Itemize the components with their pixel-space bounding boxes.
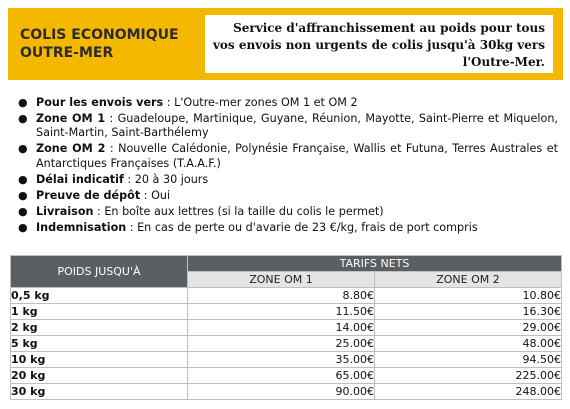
price-om2-cell: 225.00€ [375, 368, 562, 384]
feature-item-proof [18, 189, 558, 203]
description-box [205, 15, 553, 73]
feature-item-compensation [18, 221, 558, 235]
bullet-icon: ● [18, 188, 28, 202]
price-om1-cell: 25.00€ [188, 336, 375, 352]
bullet-icon: ● [18, 172, 28, 186]
price-om1-cell: 11.50€ [188, 304, 375, 320]
bullet-icon: ● [18, 142, 28, 156]
bullet-icon: ● [18, 96, 28, 109]
weight-column-header: POIDS JUSQU'À [11, 256, 188, 288]
bullet-icon: ● [18, 111, 28, 125]
description-line-1: Service d'affranchissement au poids pour tous [233, 21, 545, 35]
price-om1-cell: 14.00€ [188, 320, 375, 336]
price-om2-cell: 248.00€ [375, 384, 562, 400]
feature-list [18, 96, 558, 236]
title-line-2: OUTRE-MER [20, 45, 114, 61]
feature-value: : Oui [140, 188, 171, 202]
description-line-3: l'Outre-Mer. [462, 55, 545, 69]
feature-value: : L'Outre-mer zones OM 1 et OM 2 [163, 96, 358, 109]
feature-key: Pour les envois vers [36, 96, 164, 109]
feature-item-zone-om2 [18, 142, 558, 171]
table-row [11, 304, 562, 320]
price-om2-cell: 10.80€ [375, 288, 562, 304]
feature-key: Livraison [36, 204, 94, 218]
table-row [11, 352, 562, 368]
weight-cell: 2 kg [11, 320, 188, 336]
table-row [11, 384, 562, 400]
product-title [20, 26, 190, 62]
tarifs-group-header: TARIFS NETS [188, 256, 562, 272]
feature-key: Délai indicatif [36, 172, 124, 186]
weight-cell: 10 kg [11, 352, 188, 368]
feature-item-destinations [18, 96, 558, 110]
feature-key: Zone OM 2 [36, 142, 106, 156]
feature-value: : En boîte aux lettres (si la taille du colis le permet) [93, 204, 384, 218]
price-om1-cell: 35.00€ [188, 352, 375, 368]
weight-cell: 20 kg [11, 368, 188, 384]
price-om1-cell: 65.00€ [188, 368, 375, 384]
header-banner [8, 8, 563, 80]
feature-item-delivery [18, 205, 558, 219]
price-om1-cell: 8.80€ [188, 288, 375, 304]
weight-cell: 1 kg [11, 304, 188, 320]
zone-om2-header: ZONE OM 2 [375, 272, 562, 288]
feature-key: Indemnisation [36, 220, 127, 234]
description-line-2: vos envois non urgents de colis jusqu'à 30kg vers [212, 38, 545, 52]
bullet-icon: ● [18, 204, 28, 218]
price-om2-cell: 94.50€ [375, 352, 562, 368]
table-row [11, 368, 562, 384]
price-om2-cell: 48.00€ [375, 336, 562, 352]
feature-item-zone-om1 [18, 112, 558, 141]
price-om2-cell: 16.30€ [375, 304, 562, 320]
feature-value: : 20 à 30 jours [123, 172, 209, 186]
feature-item-delay [18, 173, 558, 187]
table-row [11, 288, 562, 304]
feature-value: : En cas de perte ou d'avarie de 23 €/kg, frais de port compris [126, 220, 478, 234]
table-row [11, 320, 562, 336]
weight-cell: 0,5 kg [11, 288, 188, 304]
weight-cell: 5 kg [11, 336, 188, 352]
feature-key: Zone OM 1 [36, 111, 106, 125]
bullet-icon: ● [18, 220, 28, 234]
rates-table [10, 255, 562, 400]
title-line-1: COLIS ECONOMIQUE [20, 27, 179, 43]
price-om1-cell: 90.00€ [188, 384, 375, 400]
zone-om1-header: ZONE OM 1 [188, 272, 375, 288]
weight-cell: 30 kg [11, 384, 188, 400]
price-om2-cell: 29.00€ [375, 320, 562, 336]
feature-value: : Nouvelle Calédonie, Polynésie Française, Wallis et Futuna, Terres Australes et Antarctiques Françaises (T.A.A.F.) [36, 142, 558, 170]
table-row [11, 336, 562, 352]
feature-key: Preuve de dépôt [36, 188, 141, 202]
feature-value: : Guadeloupe, Martinique, Guyane, Réunion, Mayotte, Saint-Pierre et Miquelon, Saint-Martin, Saint-Barthélemy [36, 111, 558, 140]
